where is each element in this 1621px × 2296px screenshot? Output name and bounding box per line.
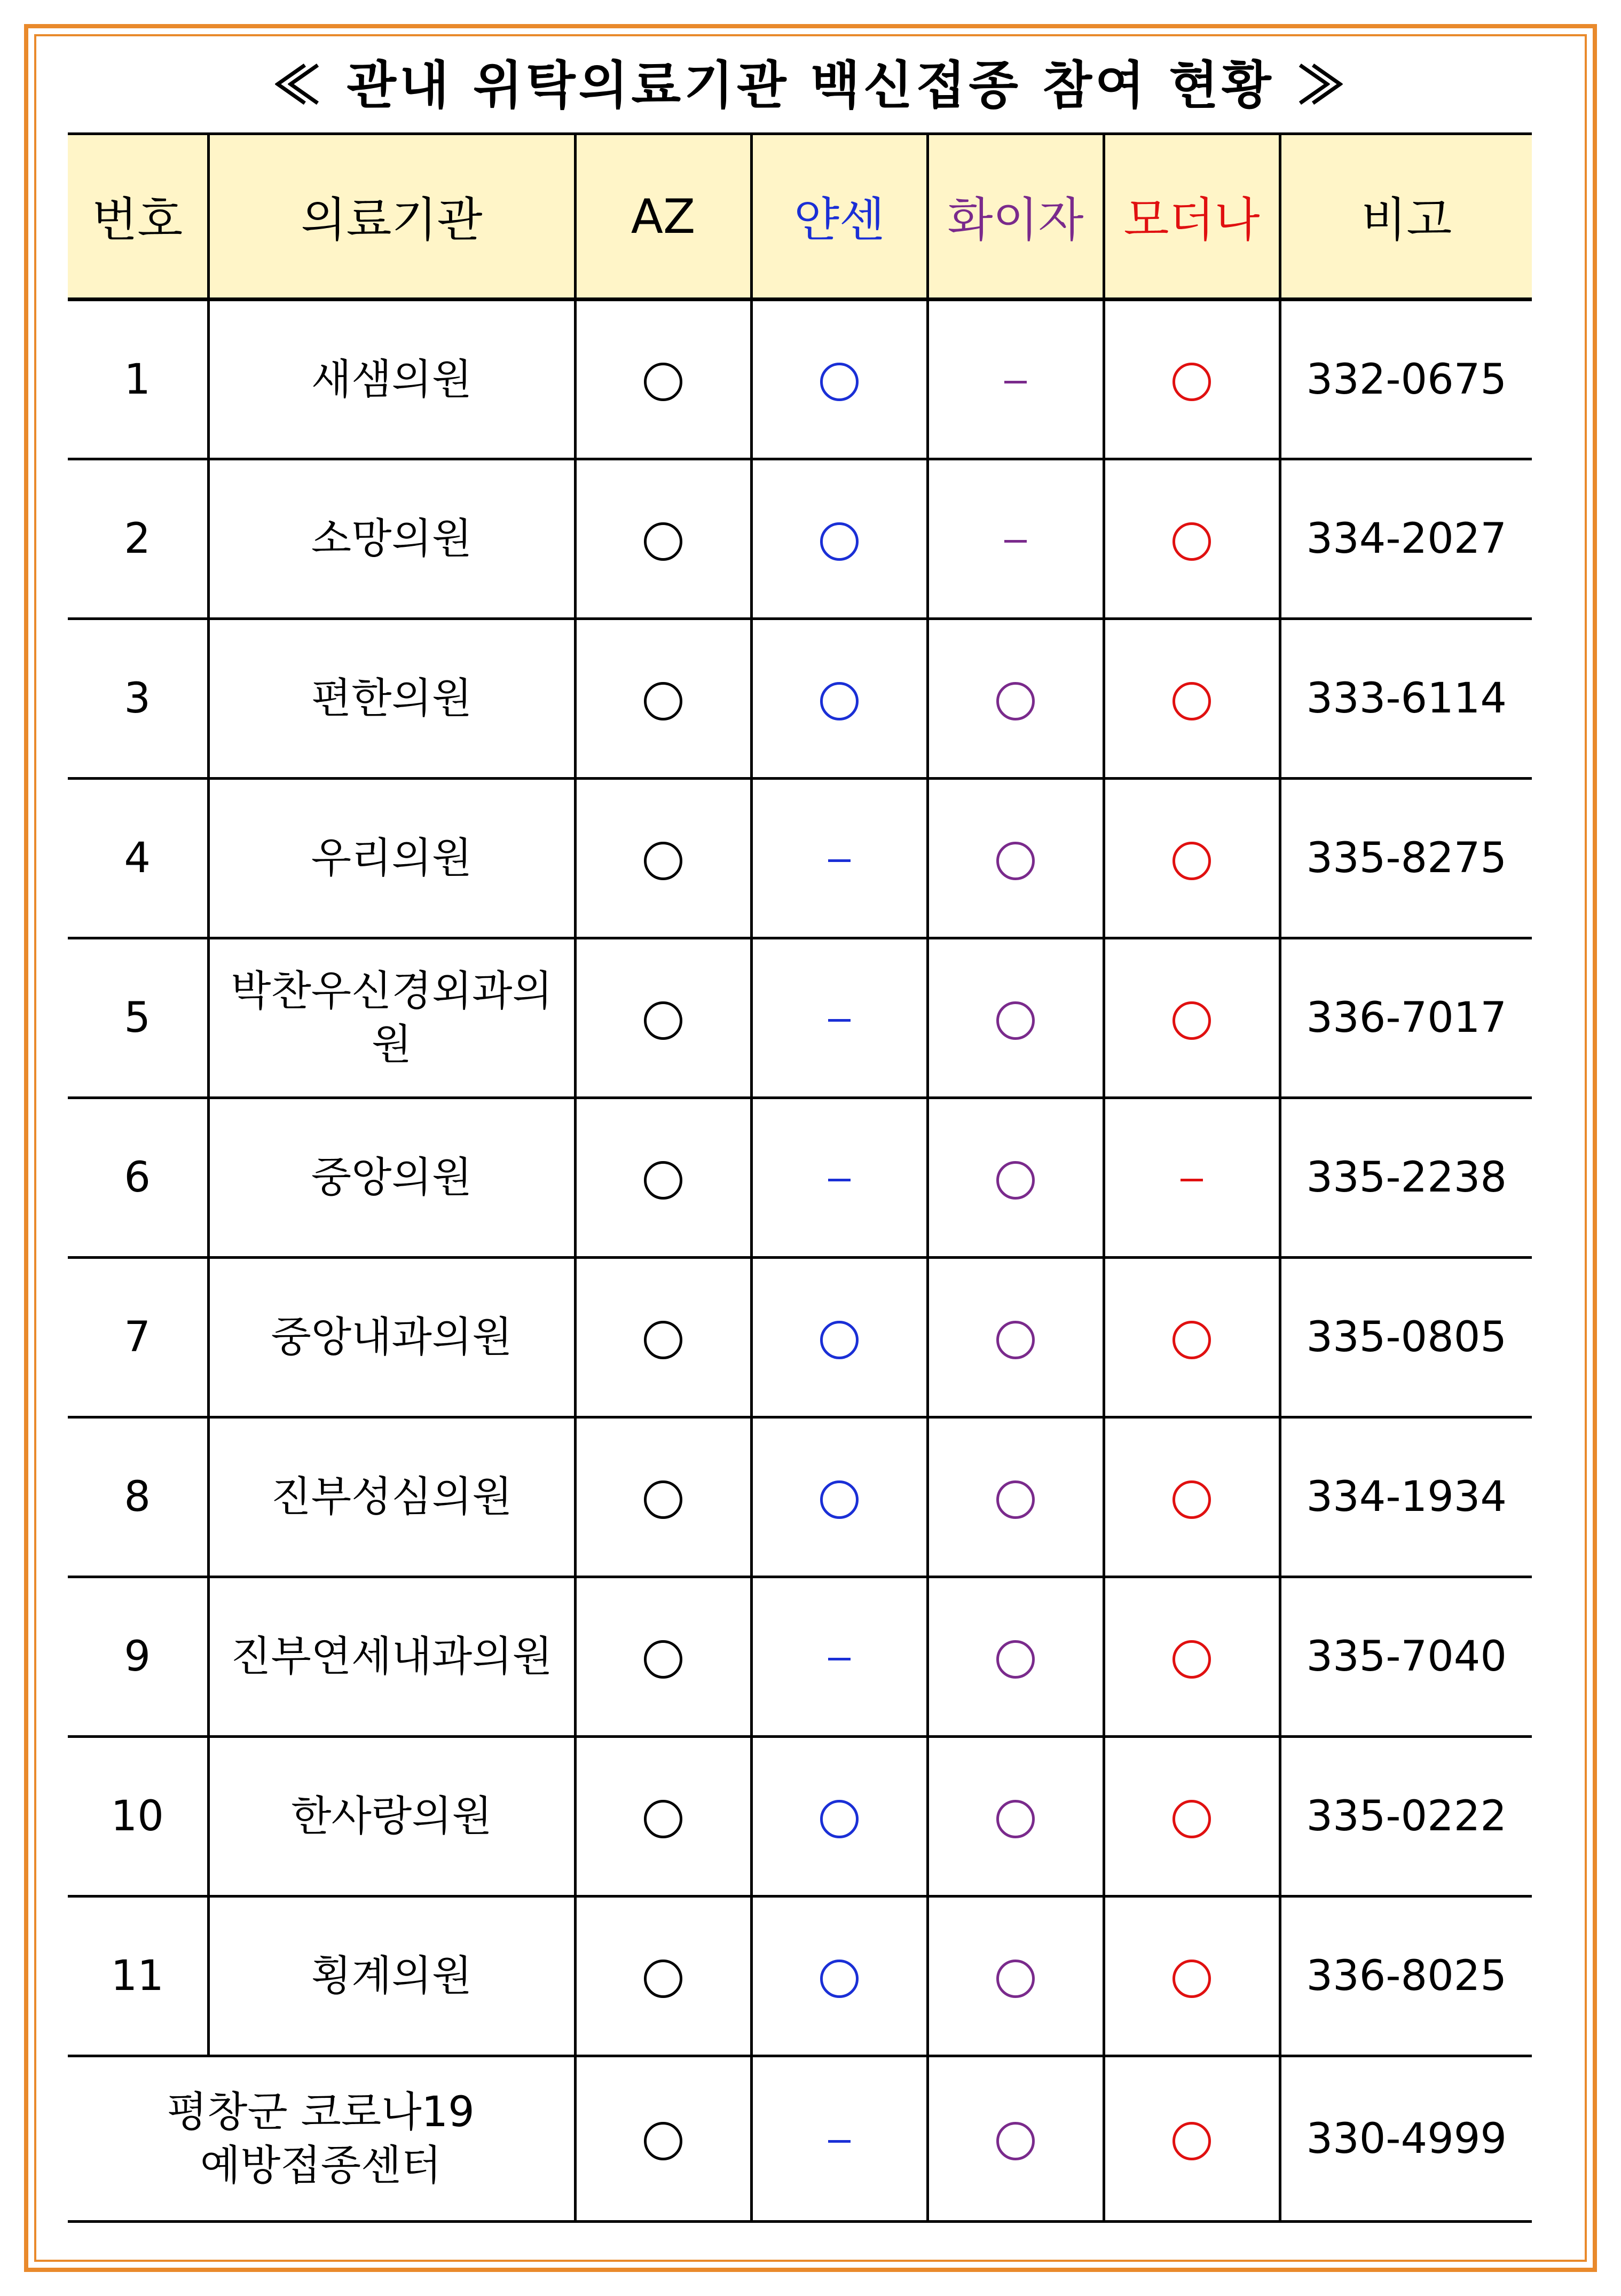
pfizer-available-mark bbox=[996, 1161, 1035, 1200]
moderna-available-mark bbox=[1173, 1640, 1211, 1679]
vaccination-center-name-line2: 예방접종센터 bbox=[200, 2141, 442, 2190]
moderna-cell bbox=[1104, 1258, 1280, 1417]
phone-number: 333-6114 bbox=[1280, 619, 1532, 779]
az-available-mark bbox=[644, 1001, 682, 1040]
moderna-cell bbox=[1104, 619, 1280, 779]
moderna-available-mark bbox=[1173, 1321, 1211, 1359]
janssen-unavailable-mark bbox=[828, 1019, 851, 1022]
az-cell bbox=[575, 459, 751, 619]
table-row bbox=[68, 779, 1532, 938]
row-number: 8 bbox=[68, 1417, 208, 1577]
row-number: 5 bbox=[68, 938, 208, 1098]
janssen-unavailable-mark bbox=[828, 1179, 851, 1181]
moderna-cell bbox=[1104, 1098, 1280, 1258]
pfizer-available-mark bbox=[996, 1321, 1035, 1359]
row-number: 7 bbox=[68, 1258, 208, 1417]
janssen-available-mark bbox=[820, 363, 859, 401]
janssen-cell bbox=[751, 1417, 927, 1577]
janssen-cell bbox=[751, 300, 927, 459]
az-cell bbox=[575, 779, 751, 938]
clinic-name: 편한의원 bbox=[208, 619, 575, 779]
az-cell bbox=[575, 1897, 751, 2056]
header-note: 비고 bbox=[1280, 134, 1532, 300]
az-cell bbox=[575, 1577, 751, 1737]
row-number: 10 bbox=[68, 1737, 208, 1897]
az-cell bbox=[575, 2056, 751, 2222]
clinic-name: 진부연세내과의원 bbox=[208, 1577, 575, 1737]
vaccination-center-name bbox=[68, 2056, 575, 2222]
clinic-name: 박찬우신경외과의원 bbox=[208, 938, 575, 1098]
moderna-available-mark bbox=[1173, 1001, 1211, 1040]
janssen-cell bbox=[751, 2056, 927, 2222]
table-row bbox=[68, 1897, 1532, 2056]
janssen-cell bbox=[751, 1258, 927, 1417]
janssen-available-mark bbox=[820, 1480, 859, 1519]
moderna-cell bbox=[1104, 1897, 1280, 2056]
phone-number: 336-8025 bbox=[1280, 1897, 1532, 2056]
pfizer-cell bbox=[927, 619, 1104, 779]
pfizer-cell bbox=[927, 2056, 1104, 2222]
moderna-available-mark bbox=[1173, 522, 1211, 561]
pfizer-unavailable-mark bbox=[1004, 540, 1027, 543]
moderna-available-mark bbox=[1173, 1480, 1211, 1519]
az-available-mark bbox=[644, 1161, 682, 1200]
janssen-available-mark bbox=[820, 522, 859, 561]
moderna-available-mark bbox=[1173, 682, 1211, 720]
janssen-available-mark bbox=[820, 1321, 859, 1359]
janssen-cell bbox=[751, 459, 927, 619]
table-row bbox=[68, 300, 1532, 459]
moderna-cell bbox=[1104, 938, 1280, 1098]
phone-number: 332-0675 bbox=[1280, 300, 1532, 459]
janssen-unavailable-mark bbox=[828, 2140, 851, 2143]
phone-number: 334-2027 bbox=[1280, 459, 1532, 619]
row-number: 1 bbox=[68, 300, 208, 459]
table-row bbox=[68, 1098, 1532, 1258]
pfizer-cell bbox=[927, 1417, 1104, 1577]
table-body bbox=[68, 300, 1532, 2222]
az-cell bbox=[575, 619, 751, 779]
phone-number: 335-8275 bbox=[1280, 779, 1532, 938]
table-row bbox=[68, 938, 1532, 1098]
phone-number: 330-4999 bbox=[1280, 2056, 1532, 2222]
az-cell bbox=[575, 1258, 751, 1417]
pfizer-cell bbox=[927, 938, 1104, 1098]
pfizer-cell bbox=[927, 1258, 1104, 1417]
moderna-cell bbox=[1104, 1417, 1280, 1577]
janssen-cell bbox=[751, 938, 927, 1098]
janssen-cell bbox=[751, 1098, 927, 1258]
janssen-cell bbox=[751, 1737, 927, 1897]
janssen-available-mark bbox=[820, 682, 859, 720]
pfizer-cell bbox=[927, 300, 1104, 459]
header-az: AZ bbox=[575, 134, 751, 300]
row-number: 6 bbox=[68, 1098, 208, 1258]
pfizer-cell bbox=[927, 779, 1104, 938]
az-available-mark bbox=[644, 842, 682, 880]
table-row bbox=[68, 1417, 1532, 1577]
pfizer-cell bbox=[927, 1577, 1104, 1737]
clinic-name: 한사랑의원 bbox=[208, 1737, 575, 1897]
janssen-available-mark bbox=[820, 1800, 859, 1838]
az-available-mark bbox=[644, 1480, 682, 1519]
az-available-mark bbox=[644, 2122, 682, 2160]
moderna-cell bbox=[1104, 1737, 1280, 1897]
moderna-available-mark bbox=[1173, 842, 1211, 880]
header-row bbox=[68, 134, 1532, 300]
janssen-cell bbox=[751, 1577, 927, 1737]
pfizer-cell bbox=[927, 1737, 1104, 1897]
row-number: 11 bbox=[68, 1897, 208, 2056]
az-available-mark bbox=[644, 363, 682, 401]
phone-number: 335-0222 bbox=[1280, 1737, 1532, 1897]
az-cell bbox=[575, 1737, 751, 1897]
pfizer-unavailable-mark bbox=[1004, 381, 1027, 383]
az-available-mark bbox=[644, 1640, 682, 1679]
moderna-cell bbox=[1104, 779, 1280, 938]
clinic-name: 중앙내과의원 bbox=[208, 1258, 575, 1417]
moderna-available-mark bbox=[1173, 1960, 1211, 1998]
janssen-cell bbox=[751, 779, 927, 938]
vaccine-participation-table bbox=[68, 132, 1532, 2223]
az-cell bbox=[575, 1417, 751, 1577]
vaccination-center-name-line1: 평창군 코로나19 bbox=[167, 2088, 475, 2136]
clinic-name: 횡계의원 bbox=[208, 1897, 575, 2056]
table-row bbox=[68, 459, 1532, 619]
janssen-unavailable-mark bbox=[828, 859, 851, 862]
pfizer-available-mark bbox=[996, 842, 1035, 880]
moderna-available-mark bbox=[1173, 363, 1211, 401]
document-title: ≪ 관내 위탁의료기관 백신접종 참여 현황 ≫ bbox=[271, 55, 1350, 115]
az-available-mark bbox=[644, 1960, 682, 1998]
row-number: 3 bbox=[68, 619, 208, 779]
janssen-cell bbox=[751, 1897, 927, 2056]
pfizer-available-mark bbox=[996, 2122, 1035, 2160]
clinic-name: 소망의원 bbox=[208, 459, 575, 619]
clinic-name: 새샘의원 bbox=[208, 300, 575, 459]
phone-number: 335-7040 bbox=[1280, 1577, 1532, 1737]
header-no: 번호 bbox=[68, 134, 208, 300]
table-row bbox=[68, 619, 1532, 779]
moderna-available-mark bbox=[1173, 2122, 1211, 2160]
phone-number: 335-2238 bbox=[1280, 1098, 1532, 1258]
moderna-unavailable-mark bbox=[1181, 1179, 1203, 1181]
pfizer-available-mark bbox=[996, 1480, 1035, 1519]
az-available-mark bbox=[644, 1321, 682, 1359]
clinic-name: 진부성심의원 bbox=[208, 1417, 575, 1577]
az-cell bbox=[575, 300, 751, 459]
clinic-name: 중앙의원 bbox=[208, 1098, 575, 1258]
pfizer-available-mark bbox=[996, 1640, 1035, 1679]
clinic-name: 우리의원 bbox=[208, 779, 575, 938]
az-available-mark bbox=[644, 682, 682, 720]
header-janssen: 얀센 bbox=[751, 134, 927, 300]
pfizer-available-mark bbox=[996, 1960, 1035, 1998]
row-number: 2 bbox=[68, 459, 208, 619]
row-number: 4 bbox=[68, 779, 208, 938]
table-row bbox=[68, 1737, 1532, 1897]
moderna-available-mark bbox=[1173, 1800, 1211, 1838]
moderna-cell bbox=[1104, 300, 1280, 459]
pfizer-available-mark bbox=[996, 1800, 1035, 1838]
az-available-mark bbox=[644, 522, 682, 561]
az-cell bbox=[575, 938, 751, 1098]
table-row bbox=[68, 1577, 1532, 1737]
row-number: 9 bbox=[68, 1577, 208, 1737]
moderna-cell bbox=[1104, 459, 1280, 619]
pfizer-cell bbox=[927, 1098, 1104, 1258]
header-pfizer: 화이자 bbox=[927, 134, 1104, 300]
table-row-vaccination-center bbox=[68, 2056, 1532, 2222]
janssen-cell bbox=[751, 619, 927, 779]
pfizer-cell bbox=[927, 459, 1104, 619]
janssen-available-mark bbox=[820, 1960, 859, 1998]
moderna-cell bbox=[1104, 1577, 1280, 1737]
pfizer-available-mark bbox=[996, 682, 1035, 720]
janssen-unavailable-mark bbox=[828, 1658, 851, 1660]
phone-number: 335-0805 bbox=[1280, 1258, 1532, 1417]
pfizer-available-mark bbox=[996, 1001, 1035, 1040]
header-moderna: 모더나 bbox=[1104, 134, 1280, 300]
moderna-cell bbox=[1104, 2056, 1280, 2222]
header-clinic: 의료기관 bbox=[208, 134, 575, 300]
phone-number: 336-7017 bbox=[1280, 938, 1532, 1098]
table-row bbox=[68, 1258, 1532, 1417]
phone-number: 334-1934 bbox=[1280, 1417, 1532, 1577]
pfizer-cell bbox=[927, 1897, 1104, 2056]
az-available-mark bbox=[644, 1800, 682, 1838]
az-cell bbox=[575, 1098, 751, 1258]
